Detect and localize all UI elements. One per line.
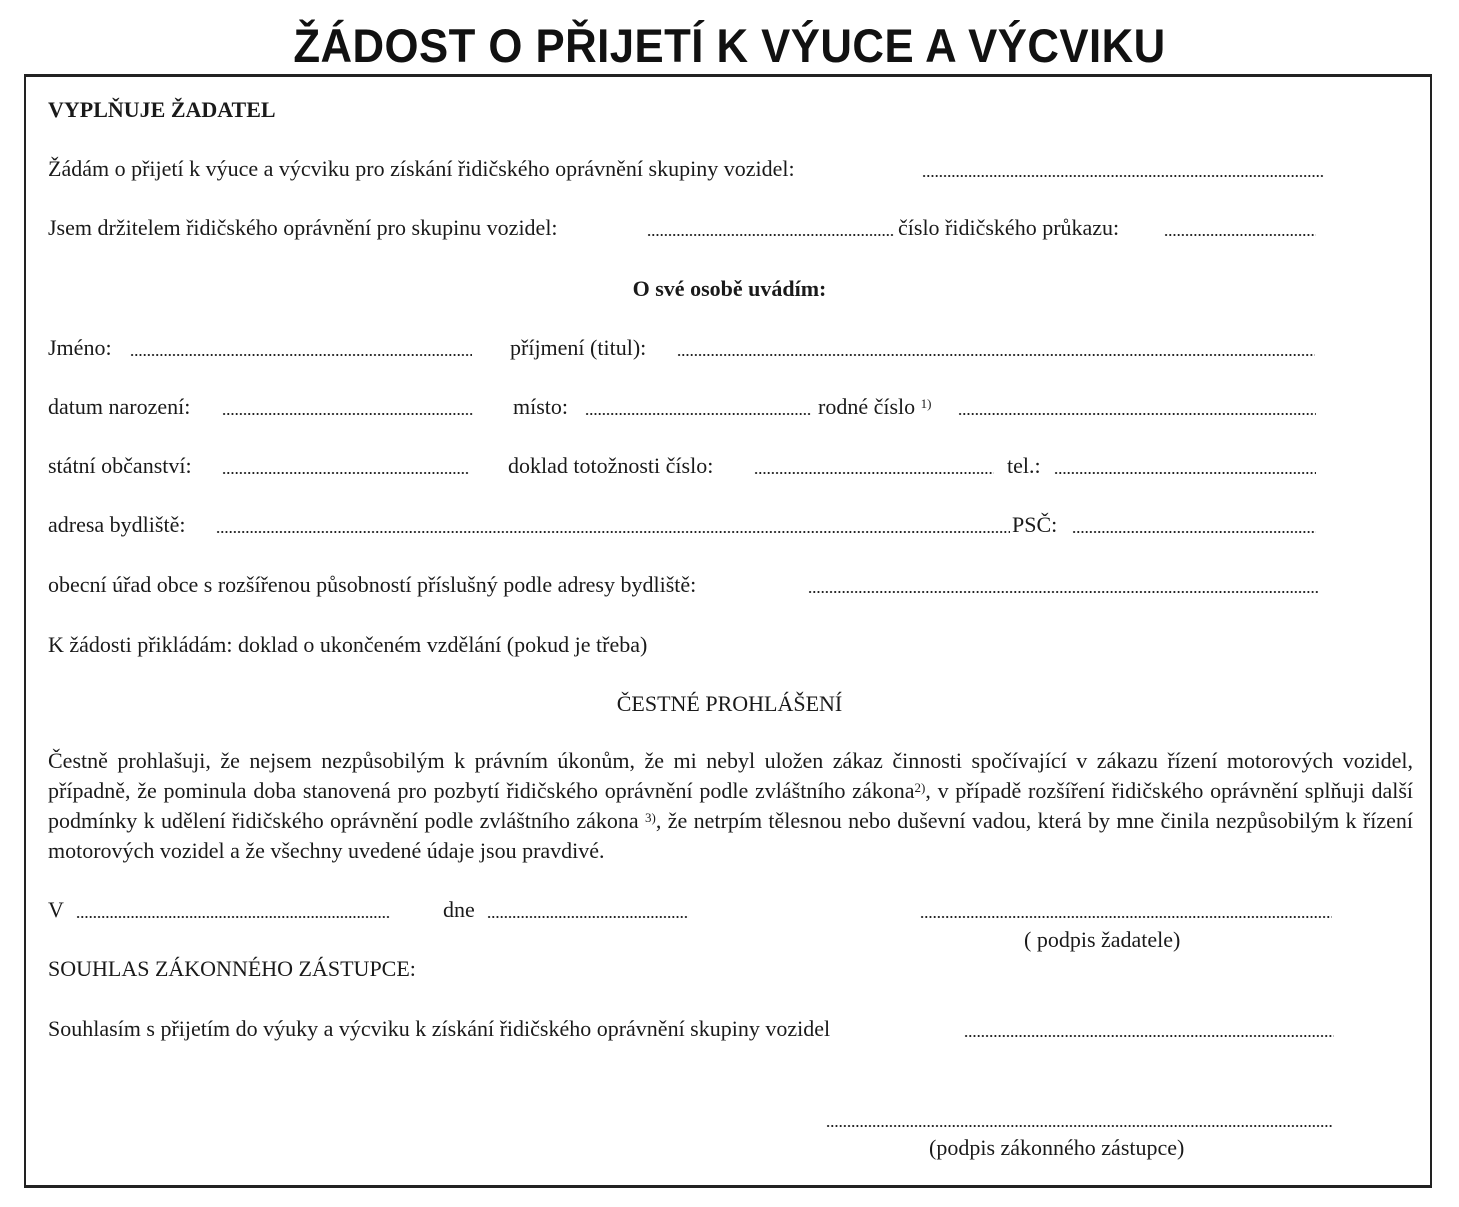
section-applicant-heading: VYPLŇUJE ŽADATEL bbox=[48, 97, 276, 122]
zip-label: PSČ: bbox=[1012, 512, 1058, 537]
guardian-consent-label: Souhlasím s přijetím do výuky a výcviku k získání řidičského oprávnění skupiny vozidel bbox=[48, 1016, 831, 1041]
declaration-part-3: , že netrpím tělesnou nebo duševní vadou, která by mne činila nezpůsobilým k řízení motorových vozidel a že všechny uvedené údaje jsou pravdivé. bbox=[48, 808, 1413, 863]
birth-number-field[interactable] bbox=[958, 394, 1318, 420]
guardian-signature-field[interactable] bbox=[826, 1106, 1334, 1132]
attachment-note: K žádosti přikládám: doklad o ukončeném vzdělání (pokud je třeba) bbox=[48, 632, 648, 657]
declaration-heading: ČESTNÉ PROHLÁŠENÍ bbox=[616, 691, 843, 716]
holder-group-label: Jsem držitelem řidičského oprávnění pro skupinu vozidel: bbox=[48, 215, 558, 240]
applicant-signature-caption: ( podpis žadatele) bbox=[1024, 927, 1181, 952]
license-number-field[interactable] bbox=[1164, 215, 1318, 241]
declaration-text bbox=[48, 746, 1413, 866]
birth-date-field[interactable] bbox=[222, 394, 476, 420]
footnote-3-ref: 3) bbox=[645, 810, 656, 825]
guardian-signature-caption: (podpis zákonného zástupce) bbox=[929, 1135, 1185, 1160]
place-label: V bbox=[48, 897, 64, 922]
first-name-label: Jméno: bbox=[48, 335, 112, 360]
holder-group-field[interactable] bbox=[647, 215, 897, 241]
date-label: dne bbox=[443, 897, 475, 922]
declaration-part-2: , v případě rozšíření řidičského oprávnění splňuji další podmínky k udělení řidičského oprávnění podle zvláštního zákona bbox=[48, 778, 1413, 833]
citizenship-field[interactable] bbox=[222, 453, 472, 479]
municipal-office-label: obecní úřad obce s rozšířenou působností příslušný podle adresy bydliště: bbox=[48, 572, 697, 597]
personal-info-heading: O své osobě uvádím: bbox=[632, 276, 827, 301]
request-label: Žádám o přijetí k výuce a výcviku pro získání řidičského oprávnění skupiny vozidel: bbox=[48, 156, 795, 181]
birth-place-label: místo: bbox=[513, 394, 569, 419]
address-field[interactable] bbox=[216, 512, 1012, 538]
request-vehicle-group-field[interactable] bbox=[922, 156, 1326, 182]
applicant-signature-field[interactable] bbox=[920, 897, 1334, 923]
birth-place-field[interactable] bbox=[585, 394, 813, 420]
phone-label: tel.: bbox=[1007, 453, 1041, 478]
address-label: adresa bydliště: bbox=[48, 512, 186, 537]
zip-field[interactable] bbox=[1072, 512, 1318, 538]
date-field[interactable] bbox=[487, 897, 691, 923]
guardian-vehicle-group-field[interactable] bbox=[964, 1016, 1336, 1042]
first-name-field[interactable] bbox=[130, 335, 474, 361]
license-number-label: číslo řidičského průkazu: bbox=[898, 215, 1120, 240]
surname-field[interactable] bbox=[677, 335, 1317, 361]
guardian-consent-heading: SOUHLAS ZÁKONNÉHO ZÁSTUPCE: bbox=[48, 956, 416, 981]
place-field[interactable] bbox=[76, 897, 392, 923]
phone-field[interactable] bbox=[1054, 453, 1318, 479]
footnote-1-ref: 1) bbox=[920, 396, 932, 411]
declaration-part-1: Čestně prohlašuji, že nejsem nezpůsobilým k právním úkonům, že mi nebyl uložen zákaz činnosti spočívající v zákazu řízení motorových vozidel, případně, že pominula doba stanovená pro pozbytí řidičského oprávnění podle zvláštního zákona bbox=[48, 748, 1413, 803]
id-document-field[interactable] bbox=[754, 453, 996, 479]
municipal-office-field[interactable] bbox=[808, 572, 1320, 598]
birth-date-label: datum narození: bbox=[48, 394, 191, 419]
form-title: ŽÁDOST O PŘIJETÍ K VÝUCE A VÝCVIKU bbox=[293, 19, 1166, 72]
citizenship-label: státní občanství: bbox=[48, 453, 192, 478]
id-document-label: doklad totožnosti číslo: bbox=[508, 453, 714, 478]
footnote-2-ref: 2) bbox=[914, 780, 926, 795]
birth-number-text: rodné číslo bbox=[818, 394, 916, 419]
surname-label: příjmení (titul): bbox=[510, 335, 647, 360]
birth-number-label bbox=[818, 394, 932, 420]
